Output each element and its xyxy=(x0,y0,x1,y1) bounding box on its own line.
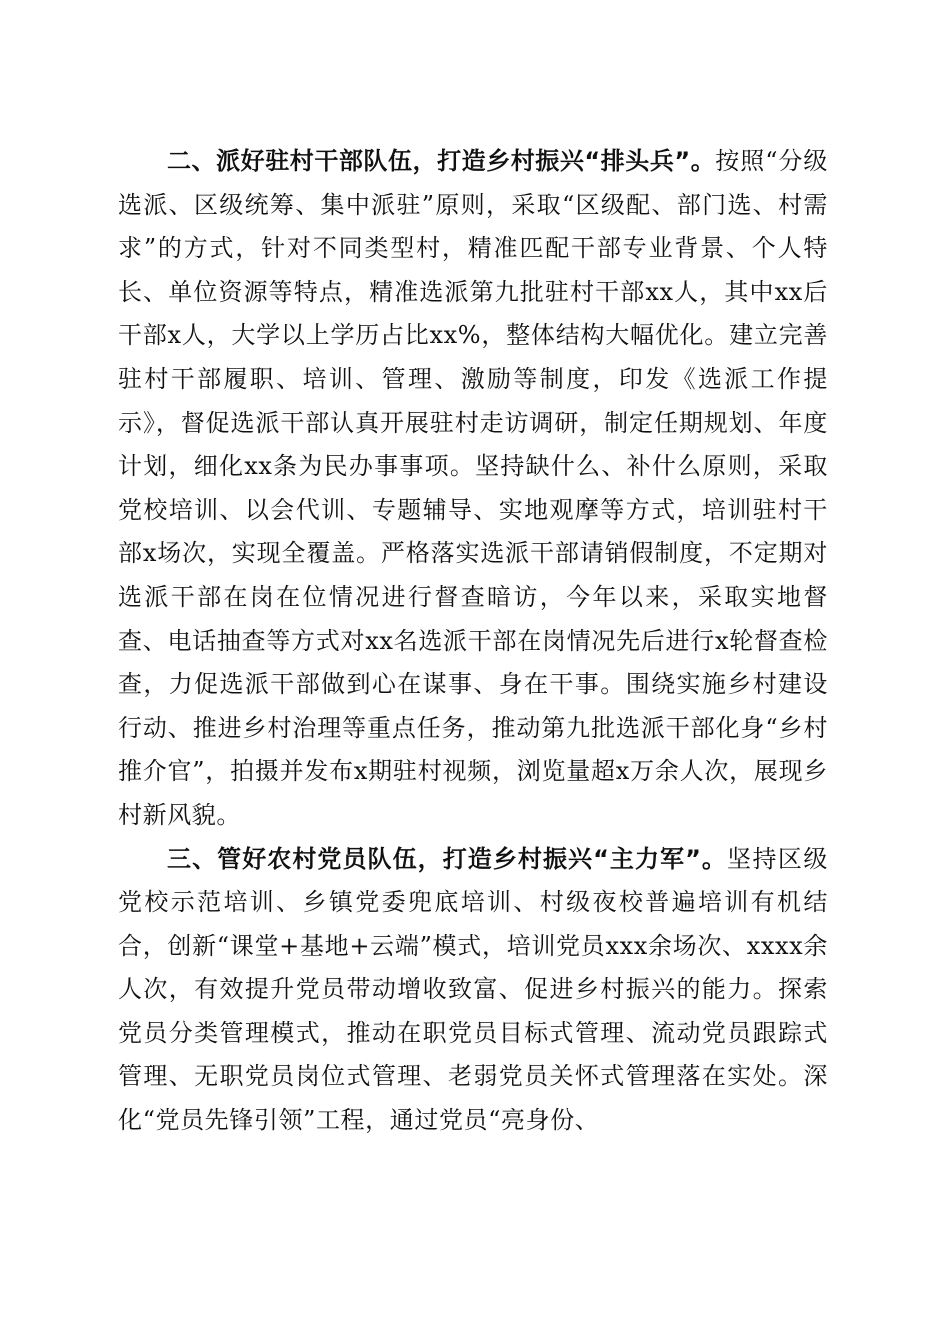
paragraph-section-three xyxy=(118,838,828,1143)
document-body xyxy=(118,140,828,1143)
paragraph-section-two xyxy=(118,140,828,838)
section-two-heading: 二、派好驻村干部队伍，打造乡村振兴“排头兵”。 xyxy=(167,147,716,175)
section-two-body: 按照“分级选派、区级统筹、集中派驻”原则，采取“区级配、部门选、村需求”的方式，针对不同类型村，精准匹配干部专业背景、个人特长、单位资源等特点，精准选派第九批驻村干部xx人，其中xx后干部x人，大学以上学历占比xx%，整体结构大幅优化。建立完善驻村干部履职、培训、管理、激励等制度，印发《选派工作提示》，督促选派干部认真开展驻村走访调研，制定任期规划、年度计划，细化xx条为民办事事项。坚持缺什么、补什么原则，采取党校培训、以会代训、专题辅导、实地观摩等方式，培训驻村干部x场次，实现全覆盖。严格落实选派干部请销假制度，不定期对选派干部在岗在位情况进行督查暗访，今年以来，采取实地督查、电话抽查等方式对xx名选派干部在岗情况先后进行x轮督查检查，力促选派干部做到心在谋事、身在干事。围绕实施乡村建设行动、推进乡村治理等重点任务，推动第九批选派干部化身“乡村推介官”，拍摄并发布x期驻村视频，浏览量超x万余人次，展现乡村新风貌。 xyxy=(118,147,828,829)
section-three-heading: 三、管好农村党员队伍，打造乡村振兴“主力军”。 xyxy=(167,844,727,873)
section-three-body: 坚持区级党校示范培训、乡镇党委兜底培训、村级夜校普遍培训有机结合，创新“课堂+基地+云端”模式，培训党员xxx余场次、xxxx余人次，有效提升党员带动增收致富、促进乡村振兴的能力。探索党员分类管理模式，推动在职党员目标式管理、流动党员跟踪式管理、无职党员岗位式管理、老弱党员关怀式管理落在实处。深化“党员先锋引领”工程，通过党员“亮身份、 xyxy=(118,844,828,1135)
